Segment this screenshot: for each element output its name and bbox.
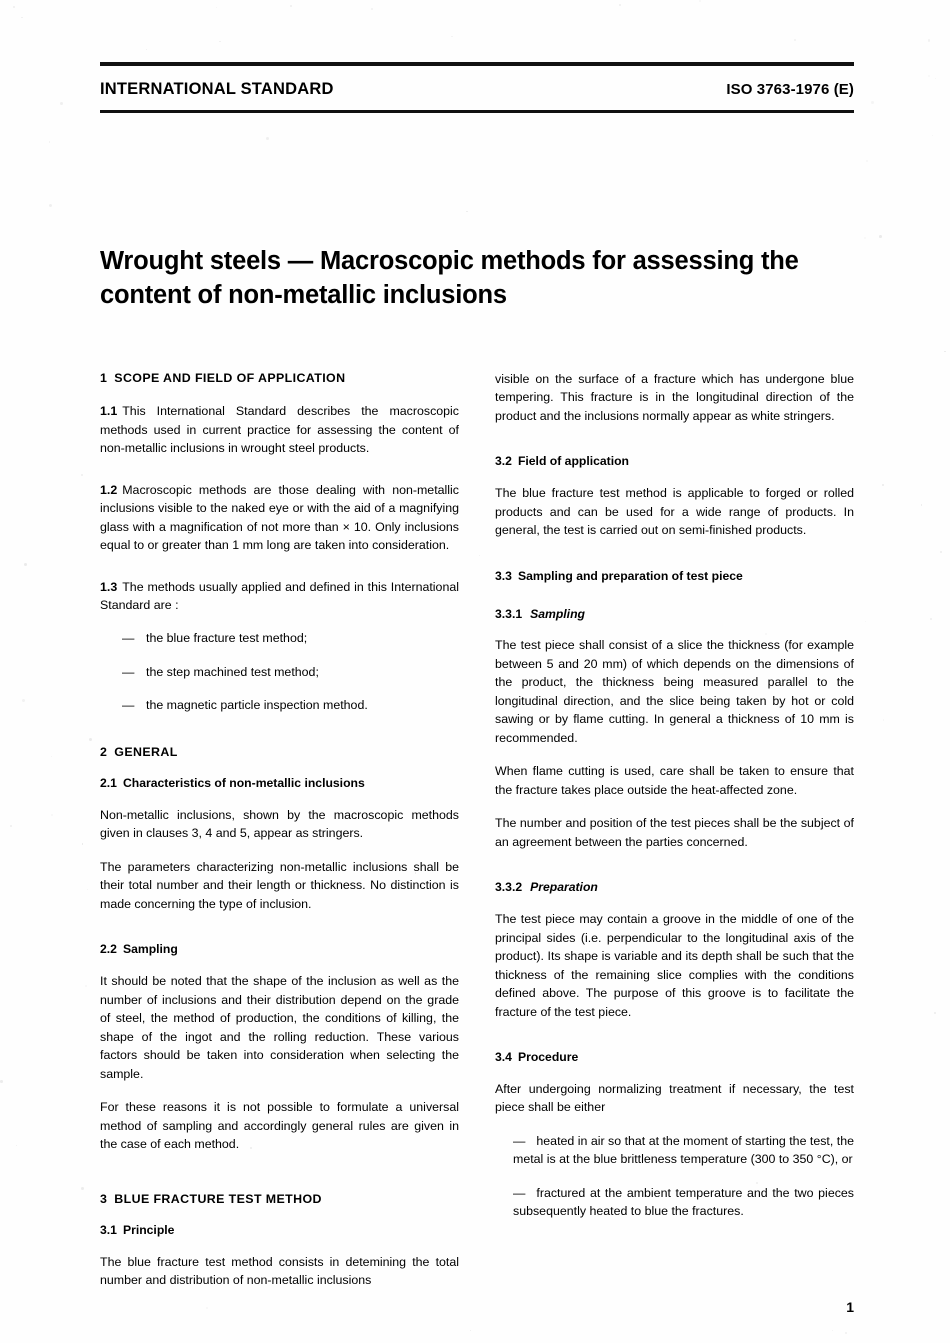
paragraph-3-3-2-1: The test piece may contain a groove in the middle of one of the principal sides (i.e. perpendicular to the longitudinal axis of the product). Its shape is variable and its depth shall be such that the thickness of the remaining slice complies with the conditions defined above. The purpose of this groove is to facilitate the fracture of the test piece. xyxy=(495,912,854,1019)
paragraph-1-2 xyxy=(100,481,459,555)
list-item xyxy=(122,629,459,647)
paragraph-1-1-number: 1.1 xyxy=(100,404,118,419)
spacer xyxy=(100,570,459,578)
two-column-body xyxy=(100,370,854,1305)
subclause-3-3-1-heading xyxy=(495,607,854,623)
clause-2-heading xyxy=(100,744,459,760)
document-reference-number: ISO 3763-1976 (E) xyxy=(726,81,854,98)
spacer xyxy=(495,866,854,880)
spacer xyxy=(100,473,459,481)
paragraph-2-2-1: It should be noted that the shape of the inclusion as well as the number of inclusions and their distribution depend on the grade of steel, the method of production, the conditions of killing, the shape of the ingot and the rolling reduction. These various factors should be taken into consideration when selecting the sample. xyxy=(100,974,459,1081)
paragraph-3-2-1: The blue fracture test method is applicable to forged or rolled products and can be used for a wide range of products. In general, the test is carried out on semi-finished products. xyxy=(495,486,854,538)
clause-1-heading xyxy=(100,370,459,386)
subclause-2-1-heading xyxy=(100,776,459,792)
subclause-3-3-2-title: Preparation xyxy=(530,880,598,895)
paragraph-3-4-dash-2 xyxy=(495,1184,854,1221)
paragraph-3-1-1: The blue fracture test method consists in detemining the total number and distribution of non-metallic inclusions xyxy=(100,1254,459,1288)
paragraph-1-3-text: The methods usually applied and defined in this International Standard are : xyxy=(100,579,459,612)
subclause-3-2-number: 3.2 xyxy=(495,454,512,469)
document-kind-label: INTERNATIONAL STANDARD xyxy=(100,80,334,98)
right-column xyxy=(495,370,854,1305)
subclause-3-2-heading xyxy=(495,454,854,470)
paragraph-3-3-1-3: The number and position of the test pieces shall be the subject of an agreement between the parties concerned. xyxy=(495,816,854,849)
clause-2-number: 2 xyxy=(100,744,108,759)
clause-1-title: SCOPE AND FIELD OF APPLICATION xyxy=(114,371,346,385)
dash-bullet-icon: — xyxy=(122,631,135,646)
subclause-2-2-title: Sampling xyxy=(122,942,178,957)
paragraph-1-1-text: This International Standard describes the macroscopic methods used in current practice for assessing the content of non-metallic inclusions in wrought steel products. xyxy=(100,404,459,456)
list-item-label: the blue fracture test method; xyxy=(146,631,308,646)
paragraph-3-4-dash-2-text: fractured at the ambient temperature and the two pieces subsequently heated to blue the fractures. xyxy=(513,1185,854,1219)
header-row xyxy=(100,66,854,110)
left-column xyxy=(100,370,459,1305)
paragraph-3-4-1: After undergoing normalizing treatment if necessary, the test piece shall be either xyxy=(495,1081,854,1115)
paragraph-1-2-text: Macroscopic methods are those dealing with non-metallic inclusions visible to the naked eye or with the aid of a magnifying glass with a magnification of not more than × 10. Only inclusions equal to or greater than 1 mm long are taken into consideration. xyxy=(100,482,459,553)
paragraph-3-4-dash-1-text: heated in air so that at the moment of starting the test, the metal is at the blue brittleness temperature (300 to 350 °C), or xyxy=(513,1133,854,1167)
spacer xyxy=(100,928,459,942)
header-rule-bottom xyxy=(100,110,854,113)
list-item-label: the step machined test method; xyxy=(146,664,319,679)
page-number: 1 xyxy=(846,1299,854,1315)
paragraph-continued-from-left: visible on the surface of a fracture which has undergone blue tempering. This fracture is in the longitudinal direction of the product and the inclusions normally appear as white stringers. xyxy=(495,372,854,423)
clause-3-title: BLUE FRACTURE TEST METHOD xyxy=(114,1191,322,1206)
dash-bullet-icon: — xyxy=(122,698,135,713)
spacer xyxy=(495,440,854,454)
subclause-3-3-title: Sampling and preparation of test piece xyxy=(517,568,743,583)
paragraph-2-1-2: The parameters characterizing non-metallic inclusions shall be their total number and their length or thickness. No distinction is made concerning the type of inclusion. xyxy=(100,859,459,911)
page-title: Wrought steels — Macroscopic methods for assessing the content of non-metallic inclusions xyxy=(100,247,799,309)
subclause-2-2-number: 2.2 xyxy=(100,942,117,957)
subclause-3-3-1-title: Sampling xyxy=(530,606,585,621)
spacer xyxy=(495,1036,854,1050)
subclause-3-4-title: Procedure xyxy=(517,1050,579,1065)
paragraph-2-2-2: For these reasons it is not possible to formulate a universal method of sampling and accordingly general rules are given in the case of each method. xyxy=(100,1100,459,1152)
clause-3-number: 3 xyxy=(100,1191,108,1206)
spacer xyxy=(495,555,854,569)
list-item-label: the magnetic particle inspection method. xyxy=(146,698,368,713)
spacer xyxy=(495,599,854,607)
clause-2-title: GENERAL xyxy=(114,744,178,759)
methods-list xyxy=(100,629,459,714)
paragraph-3-3-1-1: The test piece shall consist of a slice the thickness (for example between 5 and 20 mm) of which depends on the dimensions of the product, the thickness being measured parallel to the longitudinal direction, and the slice being taken by hot or cold sawing or by flame cutting. In general a thickness of 10 mm is recommended. xyxy=(495,638,854,745)
subclause-3-1-number: 3.1 xyxy=(100,1222,117,1237)
paragraph-1-3 xyxy=(100,578,459,615)
subclause-3-2-title: Field of application xyxy=(517,454,629,469)
subclause-3-3-heading xyxy=(495,569,854,585)
subclause-3-3-number: 3.3 xyxy=(495,568,512,583)
subclause-2-2-heading xyxy=(100,942,459,958)
dash-bullet-icon: — xyxy=(513,1133,526,1148)
spacer xyxy=(100,1169,459,1183)
subclause-3-3-2-heading xyxy=(495,880,854,896)
clause-1-number: 1 xyxy=(100,371,108,385)
paragraph-1-2-number: 1.2 xyxy=(100,482,118,497)
page-header xyxy=(100,62,854,113)
subclause-3-3-1-number: 3.3.1 xyxy=(495,606,523,621)
paragraph-3-4-dash-1 xyxy=(495,1132,854,1169)
list-item xyxy=(122,663,459,681)
clause-3-heading xyxy=(100,1191,459,1207)
spacer xyxy=(100,1183,459,1191)
paragraph-2-1-1: Non-metallic inclusions, shown by the macroscopic methods given in clauses 3, 4 and 5, appear as stringers. xyxy=(100,807,459,841)
paragraph-1-3-number: 1.3 xyxy=(100,579,118,594)
dash-bullet-icon: — xyxy=(122,664,135,679)
paragraph-1-1 xyxy=(100,402,459,457)
spacer xyxy=(100,730,459,744)
subclause-3-4-heading xyxy=(495,1050,854,1066)
subclause-3-1-heading xyxy=(100,1223,459,1239)
list-item xyxy=(122,696,459,714)
subclause-2-1-number: 2.1 xyxy=(100,776,117,791)
subclause-2-1-title: Characteristics of non-metallic inclusions xyxy=(122,776,365,791)
subclause-3-1-title: Principle xyxy=(122,1222,175,1237)
subclause-3-3-2-number: 3.3.2 xyxy=(495,880,523,895)
paragraph-3-3-1-2: When flame cutting is used, care shall be taken to ensure that the fracture takes place outside the heat-affected zone. xyxy=(495,764,854,797)
dash-bullet-icon: — xyxy=(513,1185,526,1200)
subclause-3-4-number: 3.4 xyxy=(495,1050,512,1065)
